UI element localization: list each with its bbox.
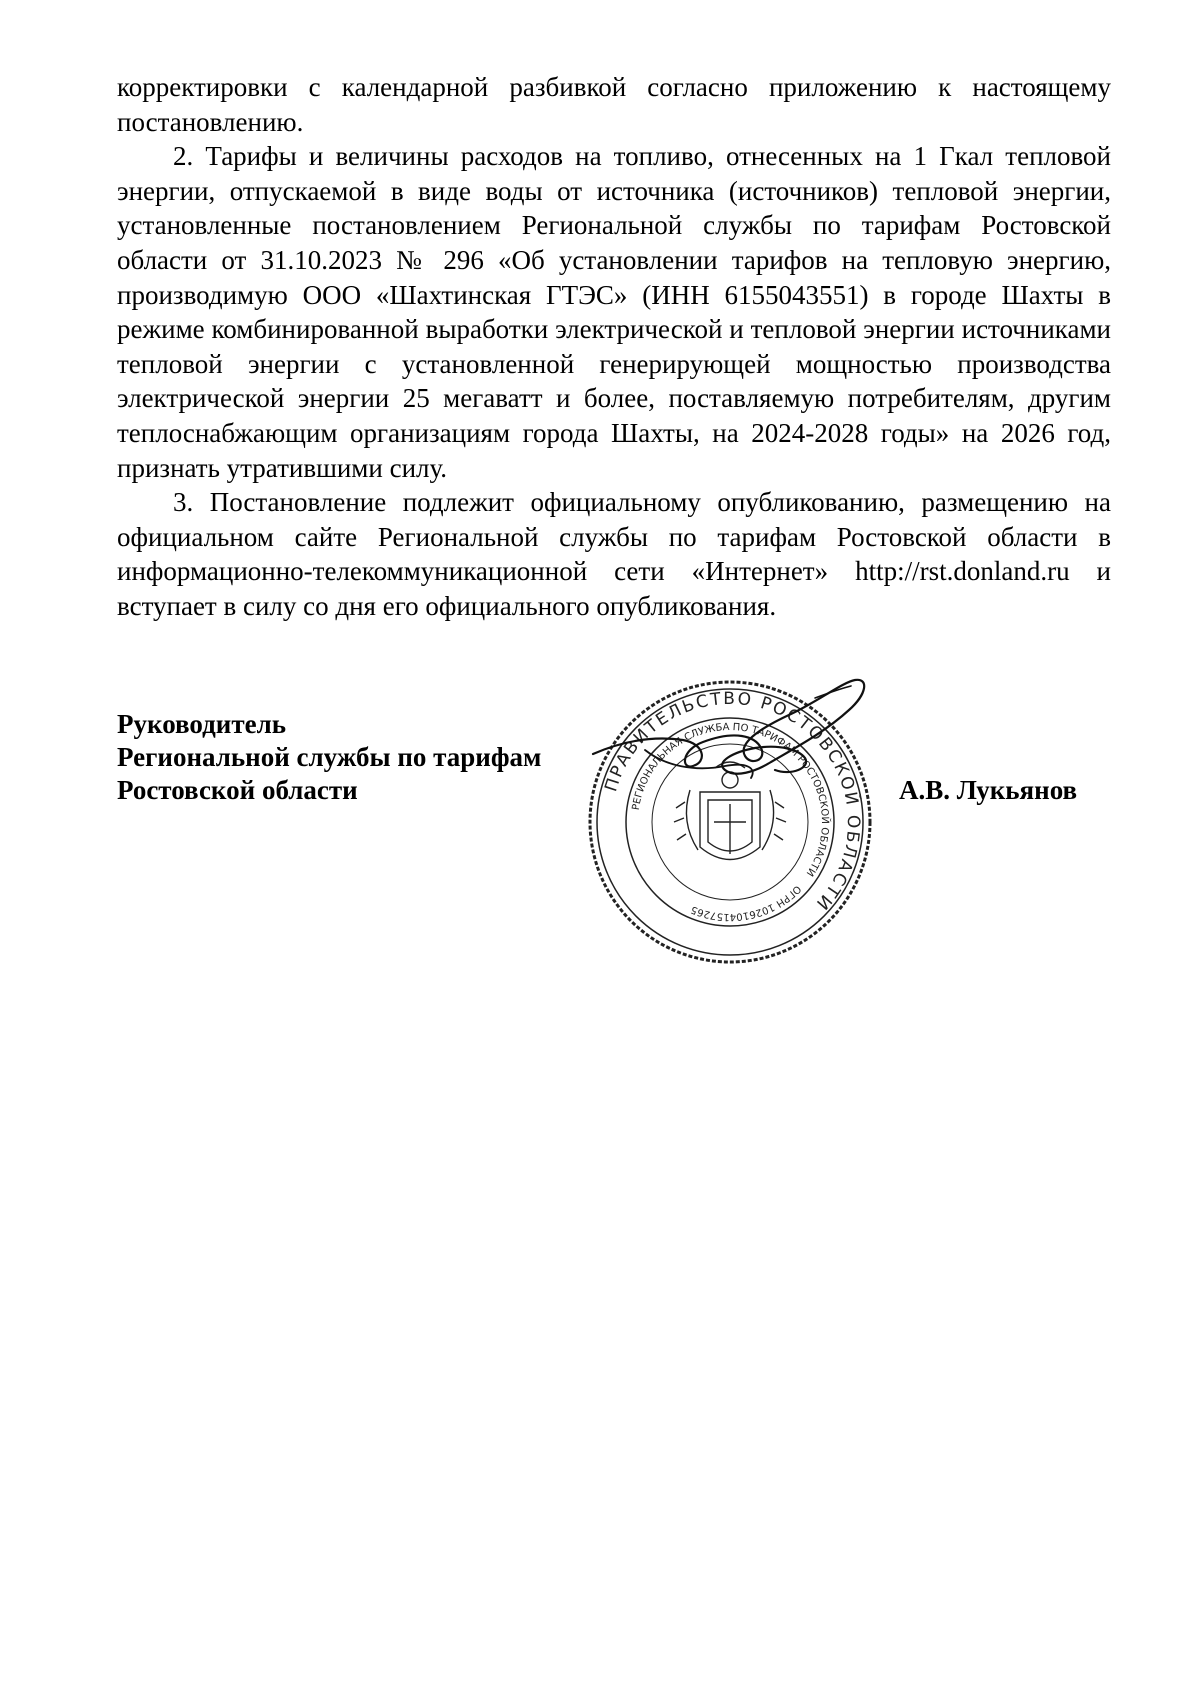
paragraph-3: 3. Постановление подлежит официальному опубликованию, размещению на официальном сайте Региональной службы по тарифам Ростовской области в информационно-телекоммуникационной сети «Интернет» http://rst.donland.ru и вступает в силу со дня его официального опубликования. [117,487,1111,621]
signatory-name: А.В. Лукьянов [899,775,1078,805]
signatory-title-line: Ростовской области [117,775,358,805]
signatory-title-line: Руководитель [117,709,287,739]
seal-inner-text: РЕГИОНАЛЬНАЯ СЛУЖБА ПО ТАРИФАМ РОСТОВСКОЙ ОБЛАСТИ [630,721,831,878]
seal-ogrn-text: ОГРН 1026104157265 [689,882,803,923]
signatory-title-line: Региональной службы по тарифам [117,742,542,772]
signatory-title [117,708,541,807]
seal-outer-text: ПРАВИТЕЛЬСТВО РОСТОВСКОЙ ОБЛАСТИ [601,688,864,915]
body-text [117,70,1111,624]
handwritten-signature [585,670,875,840]
paragraph-continuation: корректировки с календарной разбивкой согласно приложению к настоящему постановлению. [117,72,1111,137]
paragraph-2: 2. Тарифы и величины расходов на топливо, отнесенных на 1 Гкал тепловой энергии, отпускаемой в виде воды от источника (источников) тепловой энергии, установленные постановлением Региональной службы по тарифам Ростовской области от 31.10.2023 № 296 «Об установлении тарифов на тепловую энергию, производимую ООО «Шахтинская ГТЭС» (ИНН 6155043551) в городе Шахты в режиме комбинированной выработки электрической и тепловой энергии источниками тепловой энергии с установленной генерирующей мощностью производства электрической энергии 25 мегаватт и более, поставляемую потребителям, другим теплоснабжающим организациям города Шахты, на 2024-2028 годы» на 2026 год, признать утратившими силу. [117,141,1111,483]
